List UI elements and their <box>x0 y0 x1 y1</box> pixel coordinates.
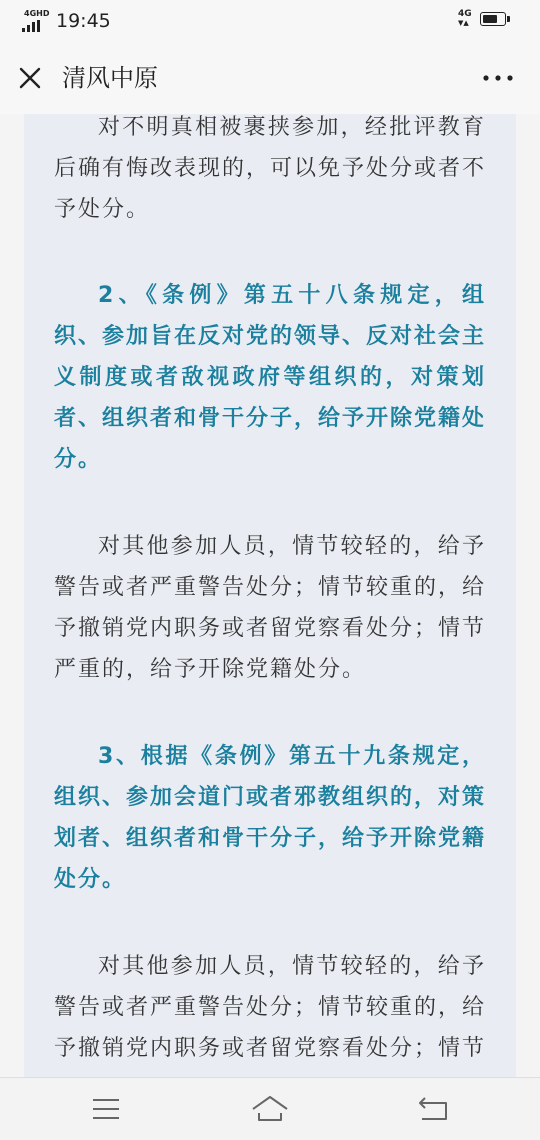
close-icon[interactable] <box>14 62 46 94</box>
home-icon[interactable] <box>250 1092 290 1126</box>
more-icon[interactable] <box>478 64 518 92</box>
cellular-signal <box>22 9 50 32</box>
data-indicator <box>458 10 472 28</box>
clock: 19:45 <box>56 10 111 32</box>
status-bar <box>0 0 540 42</box>
battery-icon <box>480 12 512 28</box>
content-scroll-area[interactable] <box>0 114 540 1077</box>
system-nav-bar <box>0 1077 540 1140</box>
article-body <box>24 114 516 1077</box>
article-paragraph-highlight: 2、《条例》第五十八条规定，组织、参加旨在反对党的领导、反对社会主义制度或者敌视政府等组织的，对策划者、组织者和骨干分子，给予开除党籍处分。 <box>54 283 487 472</box>
network-type-label: 4GHD <box>24 9 50 18</box>
data-activity-icon: ▼▲ <box>458 19 469 27</box>
article-paragraph-highlight: 3、根据《条例》第五十九条规定，组织、参加会道门或者邪教组织的，对策划者、组织者和骨干分子，给予开除党籍处分。 <box>54 744 487 892</box>
page-title: 清风中原 <box>62 64 158 92</box>
article-paragraph: 对其他参加人员，情节较轻的，给予警告或者严重警告处分；情节较重的，给予撤销党内职务或者留党察看处分；情节 <box>54 954 487 1061</box>
signal-icon <box>22 20 42 32</box>
data-network-label: 4G <box>458 9 472 19</box>
article-paragraph: 对不明真相被裹挟参加，经批评教育后确有悔改表现的，可以免予处分或者不予处分。 <box>54 115 487 222</box>
back-icon[interactable] <box>414 1092 454 1126</box>
menu-icon[interactable] <box>86 1092 126 1126</box>
article-paragraph: 对其他参加人员，情节较轻的，给予警告或者严重警告处分；情节较重的，给予撤销党内职务或者留党察看处分；情节严重的，给予开除党籍处分。 <box>54 534 487 682</box>
title-bar <box>0 42 540 114</box>
